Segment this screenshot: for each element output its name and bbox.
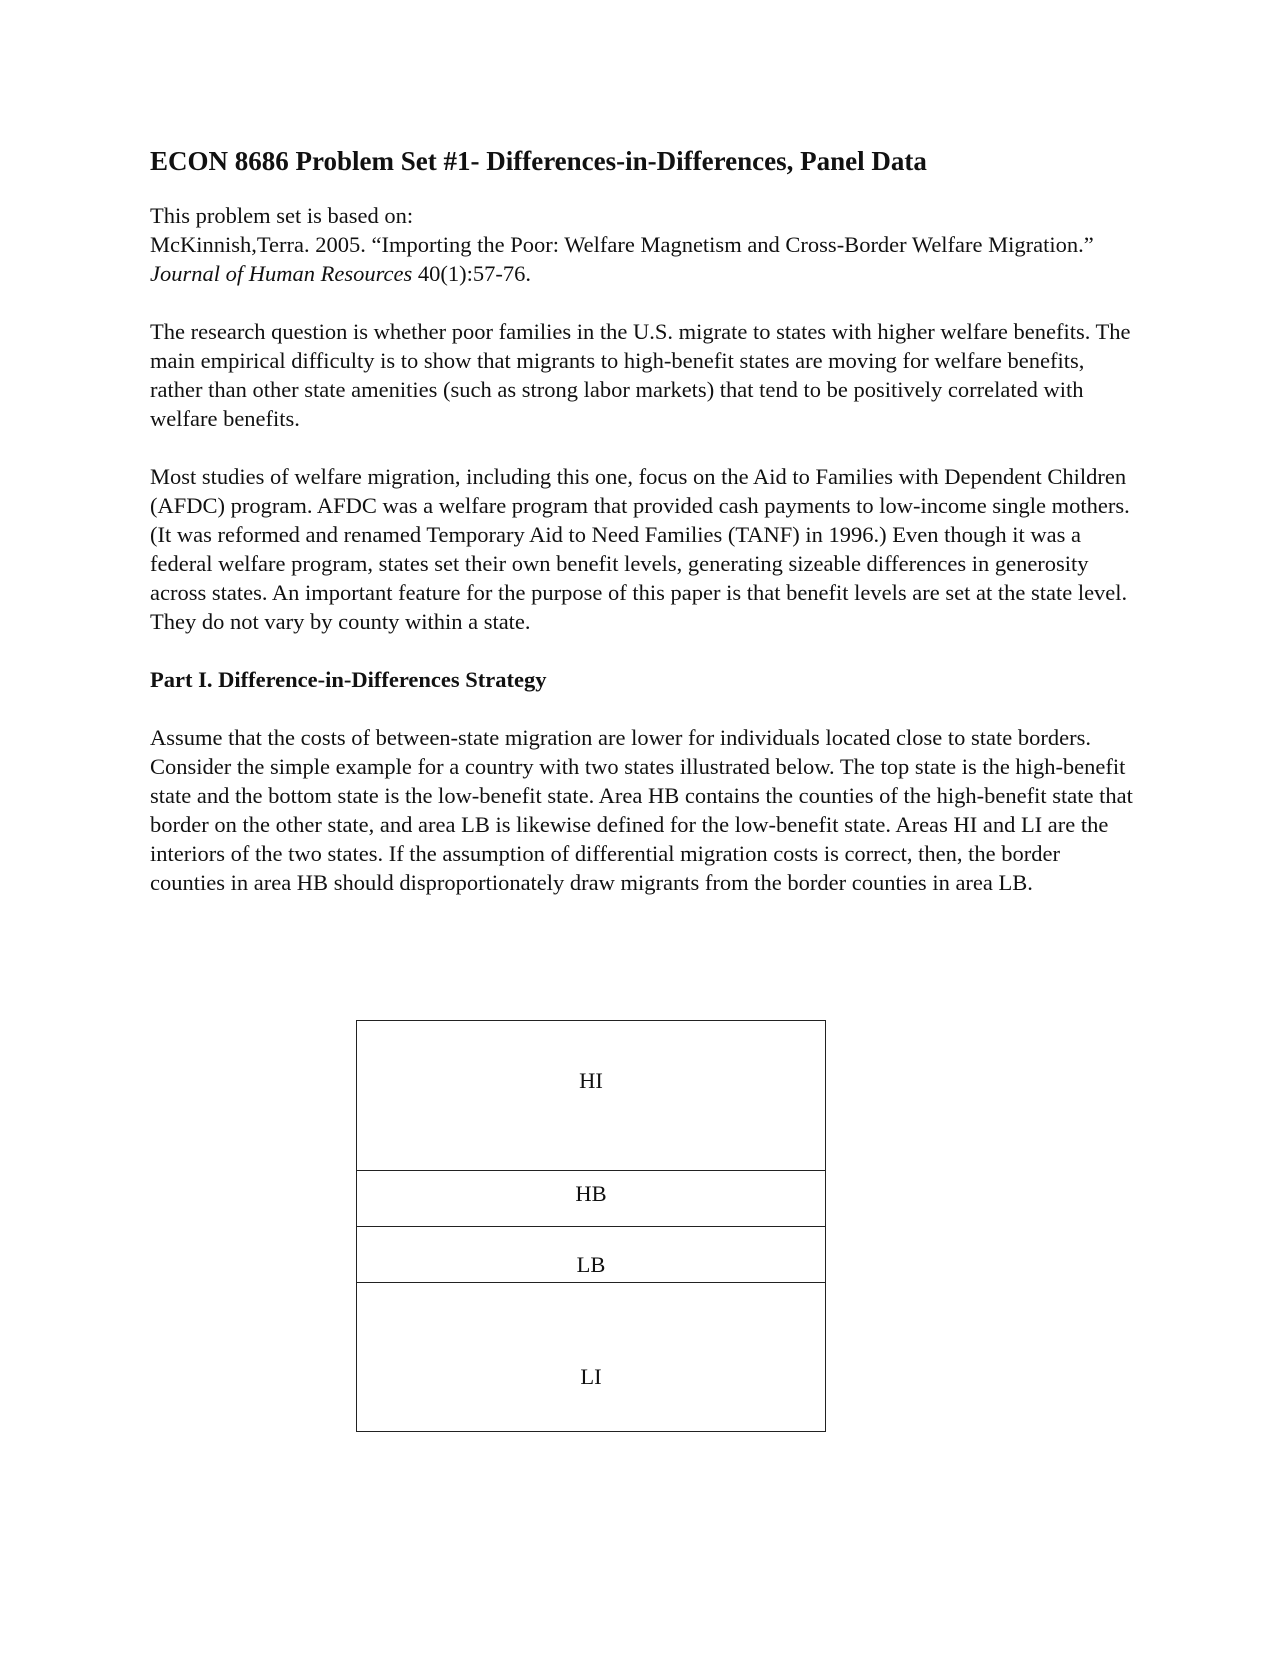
region-hb-label: HB (575, 1180, 607, 1206)
part-one-heading: Part I. Difference-in-Differences Strategy (150, 667, 547, 693)
region-lb (357, 1227, 825, 1283)
research-question-paragraph: The research question is whether poor families in the U.S. migrate to states with higher welfare benefits. The main empirical difficulty is to show that migrants to high-benefit states are moving for welfare benefits, rather than other state amenities (such as strong labor markets) that tend to be positively correlated with welfare benefits. (150, 319, 1131, 432)
region-lb-label: LB (576, 1251, 606, 1277)
page-title: ECON 8686 Problem Set #1- Differences-in-Differences, Panel Data (150, 146, 927, 176)
citation-text: McKinnish,Terra. 2005. “Importing the Poor: Welfare Magnetism and Cross-Border Welfare Migration.” (150, 232, 1094, 258)
two-state-diagram (356, 1020, 826, 1432)
citation-journal: Journal of Human Resources (150, 261, 413, 287)
document-page (150, 145, 1140, 897)
part-one-paragraph: Assume that the costs of between-state migration are lower for individuals located close to state borders. Consider the simple example for a country with two states illustrated below. The top state is the high-benefit state and the bottom state is the low-benefit state. Area HB contains the counties of the high-benefit state that border on the other state, and area LB is likewise defined for the low-benefit state. Areas HI and LI are the interiors of the two states. If the assumption of differential migration costs is correct, then, the border counties in area HB should disproportionately draw migrants from the border counties in area LB. (150, 725, 1133, 896)
region-li (357, 1283, 825, 1431)
intro-line: This problem set is based on: (150, 203, 414, 229)
afdc-paragraph: Most studies of welfare migration, including this one, focus on the Aid to Families with Dependent Children (AFDC) program. AFDC was a welfare program that provided cash payments to low-income single mothers. (It was reformed and renamed Temporary Aid to Need Families (TANF) in 1996.) Even though it was a federal welfare program, states set their own benefit levels, generating sizeable differences in generosity across states. An important feature for the purpose of this paper is that benefit levels are set at the state level. They do not vary by county within a state. (150, 464, 1130, 635)
intro-paragraph (150, 201, 1140, 288)
citation-volume: 40(1):57-76. (412, 261, 531, 287)
region-hi-label: HI (579, 1067, 603, 1093)
region-li-label: LI (580, 1364, 602, 1389)
region-hb (357, 1171, 825, 1227)
region-hi (357, 1021, 825, 1171)
